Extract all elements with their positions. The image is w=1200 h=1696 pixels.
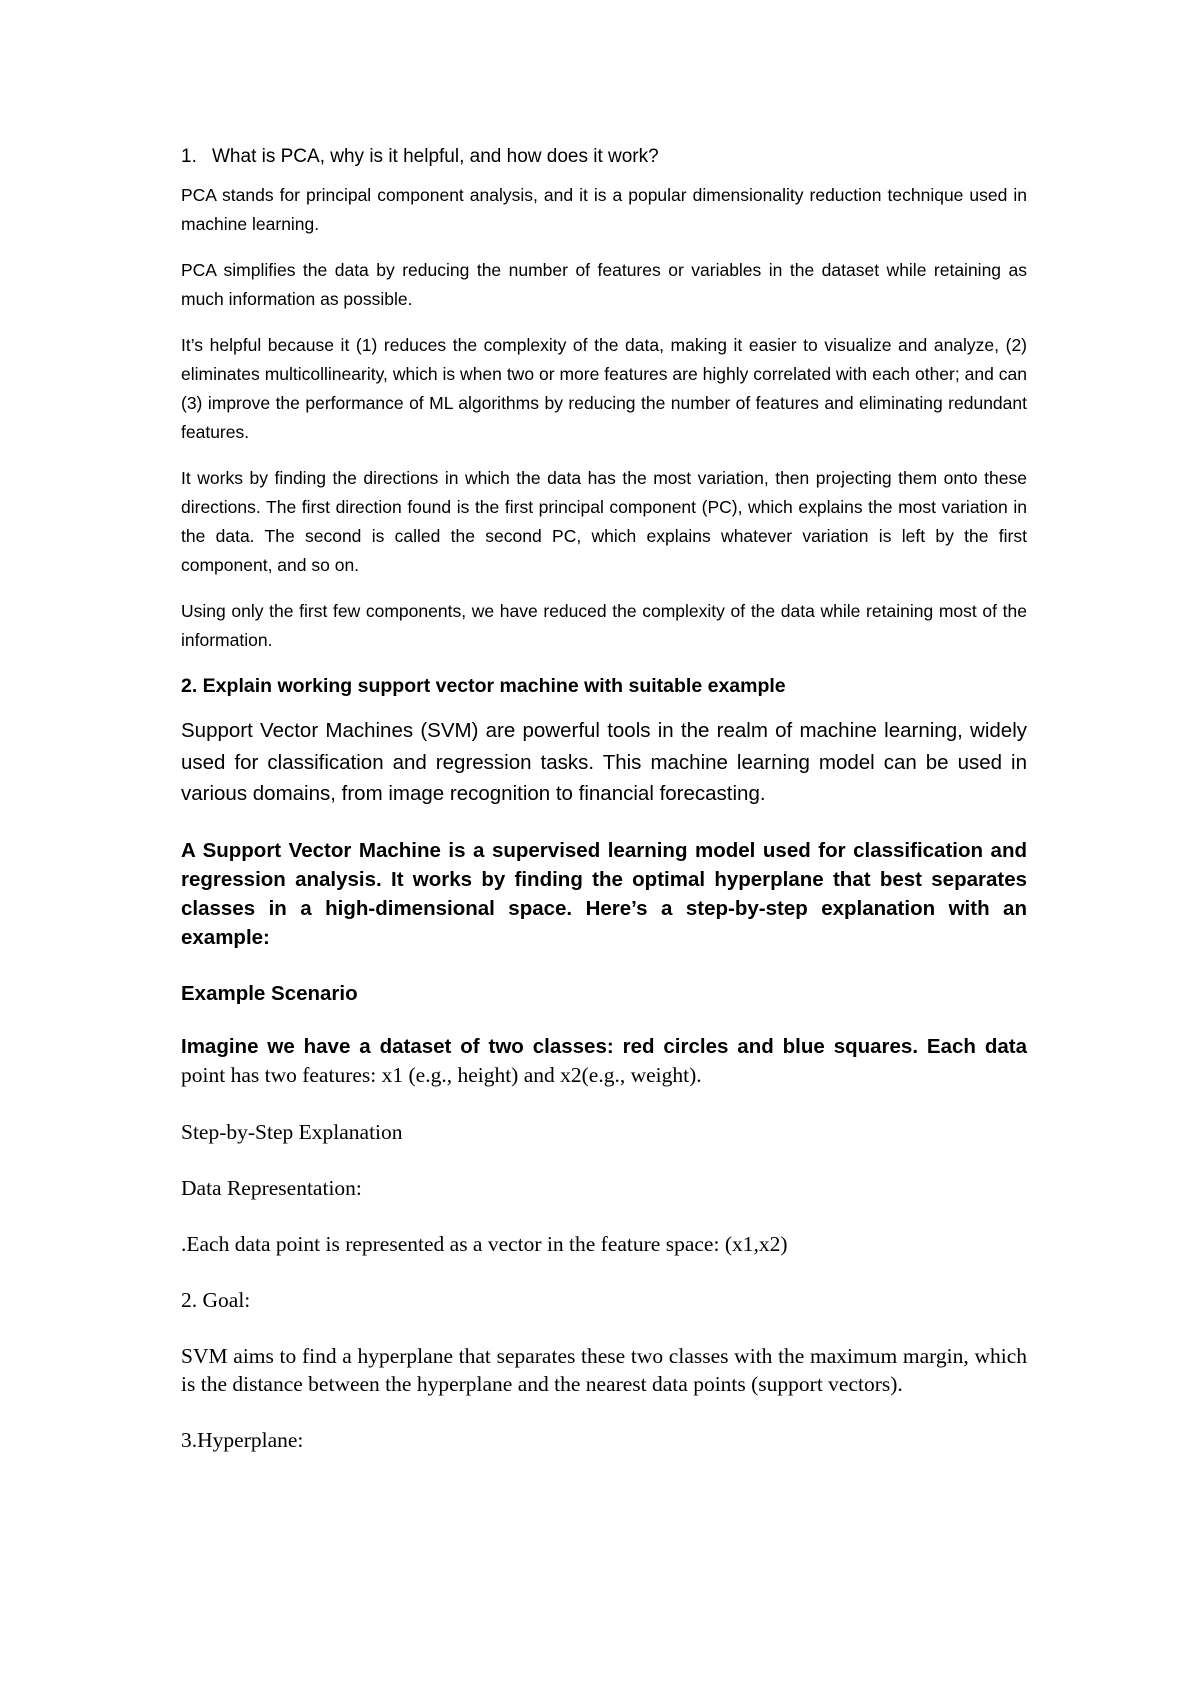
goal-heading: 2. Goal: xyxy=(181,1287,251,1312)
question-1-number: 1. xyxy=(181,146,197,167)
pca-definition-paragraph: PCA stands for principal component analysis, and it is a popular dimensionality reduction technique used in machine learning. xyxy=(181,185,1027,234)
pca-simplifies-paragraph: PCA simplifies the data by reducing the number of features or variables in the dataset while retaining as much information as possible. xyxy=(181,260,1027,309)
goal-text: SVM aims to find a hyperplane that separates these two classes with the maximum margin, which is the distance between the hyperplane and the nearest data points (support vectors). xyxy=(181,1343,1027,1396)
scenario-paragraph xyxy=(181,1032,1027,1090)
question-1-text: What is PCA, why is it helpful, and how does it work? xyxy=(212,146,659,167)
pca-summary-paragraph: Using only the first few components, we have reduced the complexity of the data while retaining most of the information. xyxy=(181,601,1027,650)
pca-helpful-paragraph: It’s helpful because it (1) reduces the complexity of the data, making it easier to visualize and analyze, (2) eliminates multicollinearity, which is when two or more features are highly correlated with each other; and can (3) improve the performance of ML algorithms by reducing the number of features and eliminating redundant features. xyxy=(181,335,1027,442)
data-representation-text: .Each data point is represented as a vector in the feature space: (x1,x2) xyxy=(181,1231,788,1256)
question-2-title: 2. Explain working support vector machine with suitable example xyxy=(181,675,786,697)
document-page xyxy=(181,145,1027,1482)
steps-heading: Step-by-Step Explanation xyxy=(181,1119,403,1144)
example-scenario-heading: Example Scenario xyxy=(181,981,358,1005)
question-1-title xyxy=(181,145,1027,169)
svm-intro-paragraph: Support Vector Machines (SVM) are powerful tools in the realm of machine learning, widely used for classification and regression tasks. This machine learning model can be used in various domains, from image recognition to financial forecasting. xyxy=(181,719,1027,805)
svm-definition-paragraph: A Support Vector Machine is a supervised learning model used for classification and regression analysis. It works by finding the optimal hyperplane that best separates classes in a high-dimensional space. Here’s a step-by-step explanation with an example: xyxy=(181,838,1027,949)
scenario-plain-text: point has two features: x1 (e.g., height) and x2(e.g., weight). xyxy=(181,1062,702,1087)
pca-how-it-works-paragraph: It works by finding the directions in which the data has the most variation, then projecting them onto these directions. The first direction found is the first principal component (PC), which explains the most variation in the data. The second is called the second PC, which explains whatever variation is left by the first component, and so on. xyxy=(181,468,1027,575)
data-representation-heading: Data Representation: xyxy=(181,1175,362,1200)
scenario-bold-text: Imagine we have a dataset of two classes: red circles and blue squares. Each data xyxy=(181,1034,1027,1058)
hyperplane-heading: 3.Hyperplane: xyxy=(181,1427,304,1452)
